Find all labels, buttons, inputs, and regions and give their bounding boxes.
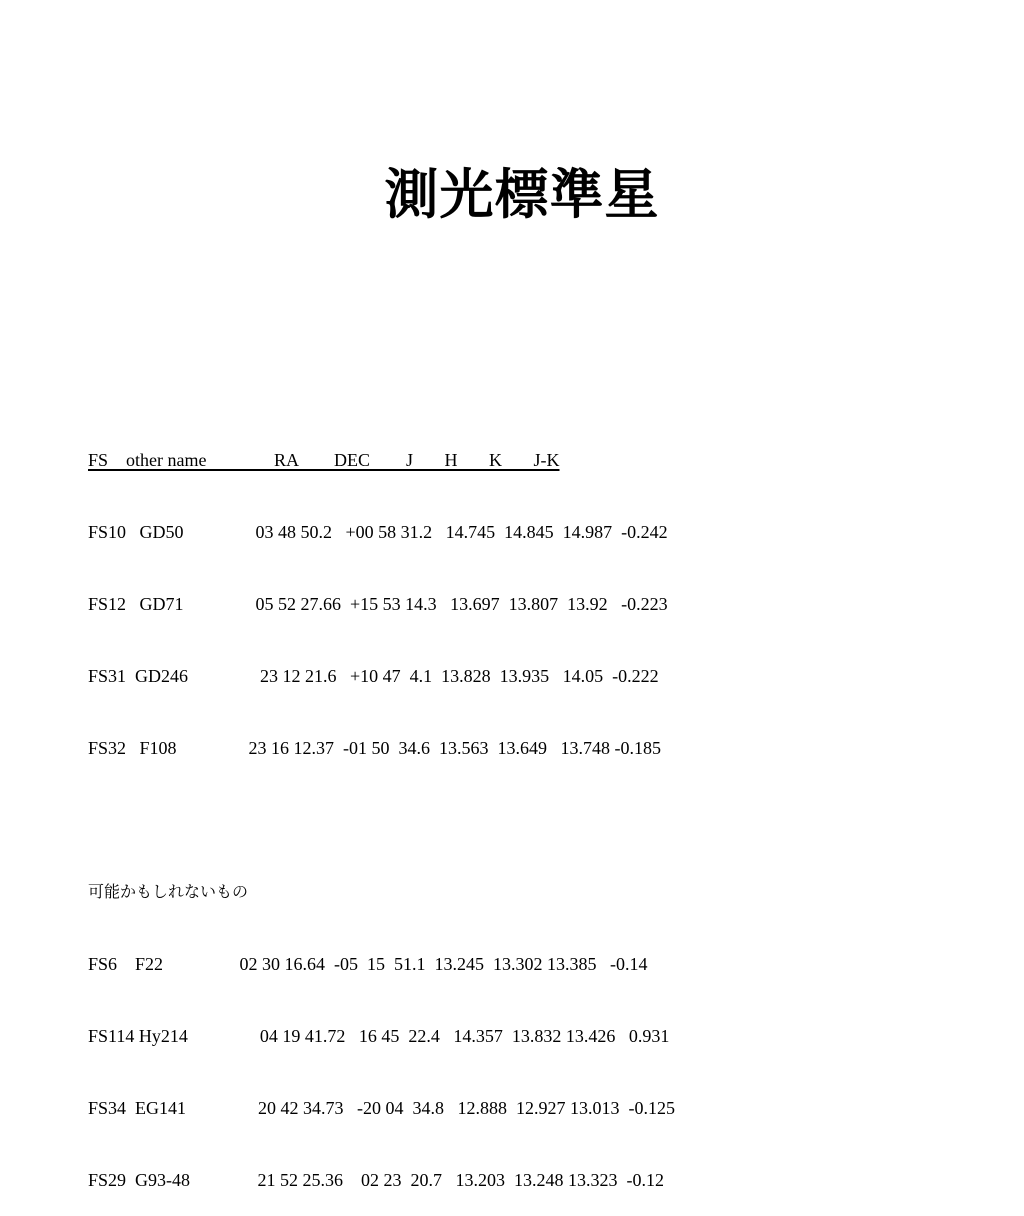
slide-title: 測光標準星 [384,163,660,226]
table-row: FS10 GD50 03 48 50.2 +00 58 31.2 14.745 14.845 14.987 -0.242 [88,522,668,542]
possible-section-label: 可能かもしれないもの [88,882,249,901]
table-row: FS12 GD71 05 52 27.66 +15 53 14.3 13.697 13.807 13.92 -0.223 [88,594,668,614]
table-row: FS114 Hy214 04 19 41.72 16 45 22.4 14.357 13.832 13.426 0.931 [88,1026,670,1046]
table-row: FS32 F108 23 16 12.37 -01 50 34.6 13.563 13.649 13.748 -0.185 [88,738,662,758]
table-row: FS34 EG141 20 42 34.73 -20 04 34.8 12.888 12.927 13.013 -0.125 [88,1098,676,1118]
section-spacer [88,808,675,832]
standard-star-table [88,400,675,1216]
table-row: FS6 F22 02 30 16.64 -05 15 51.1 13.245 13.302 13.385 -0.14 [88,954,648,974]
table-row: FS29 G93-48 21 52 25.36 02 23 20.7 13.203 13.248 13.323 -0.12 [88,1170,665,1190]
table-header: FS other name RA DEC J H K J-K [88,450,560,470]
table-row: FS31 GD246 23 12 21.6 +10 47 4.1 13.828 13.935 14.05 -0.222 [88,666,659,686]
